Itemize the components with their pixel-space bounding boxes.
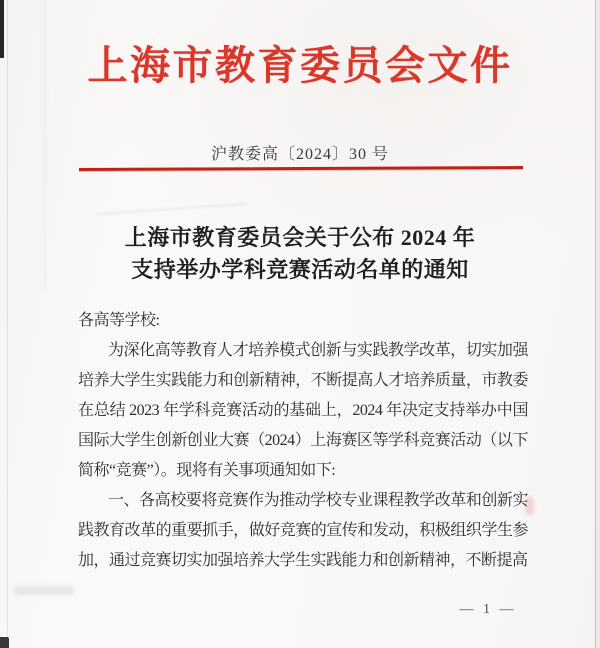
document-reference-number: 沪教委高〔2024〕30 号 [210,146,389,163]
document-title-line1: 上海市教育委员会关于公布 2024 年 [124,225,476,250]
document-body [78,306,528,576]
paper-crease-diagonal [96,203,246,215]
scan-smudge-left [14,586,74,595]
salutation: 各高等学校: [78,312,160,329]
red-divider-line [79,166,523,170]
paper-right-edge [595,0,600,648]
body-paragraph-2: 一、各高校要将竞赛作为推动学校专业课程教学改革和创新实践教育改革的重要抓手，做好竞赛的宣传和发动，积极组织学生参加，通过竞赛切实加强培养大学生实践能力和创新精神，不断提高 [78,492,528,569]
scan-mark-bottom-left [0,637,9,648]
paper-left-edge [7,0,8,648]
document-title [0,222,600,286]
agency-letterhead-title: 上海市教育委员会文件 [87,43,513,88]
body-paragraph-1: 为深化高等教育人才培养模式创新与实践教学改革，切实加强培养大学生实践能力和创新精神，不断提高人才培养质量，市教委在总结 2023 年学科竞赛活动的基础上，2024 年决定支持举办中国国际大学生创新创业大赛（2024）上海赛区等学科竞赛活动（以下简称“竞赛”）。现将有关事项通知如下: [78,342,528,479]
page-number: — 1 — [459,602,517,617]
document-title-line2: 支持举办学科竞赛活动名单的通知 [131,257,469,282]
